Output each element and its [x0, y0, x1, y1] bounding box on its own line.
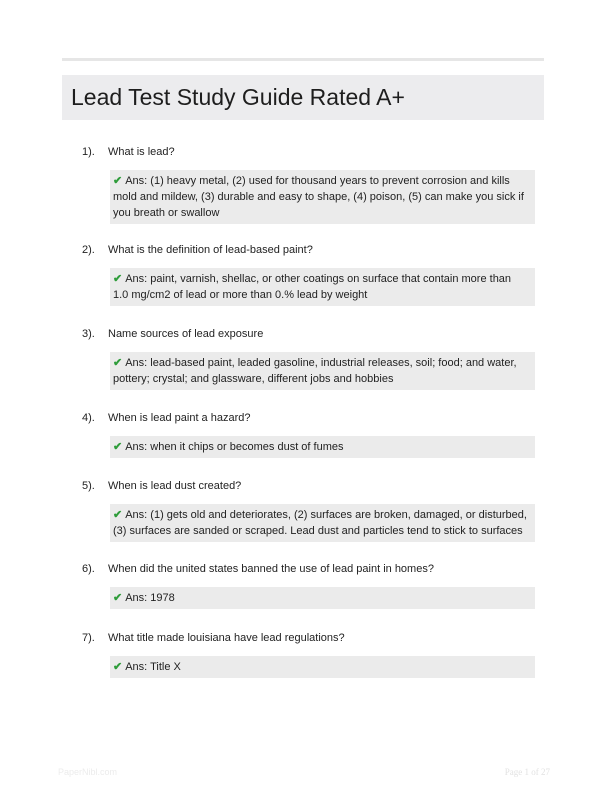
question-text: When did the united states banned the use of lead paint in homes?	[108, 563, 434, 575]
answer-box	[110, 170, 535, 224]
qa-item-5	[82, 479, 535, 542]
question-text: Name sources of lead exposure	[108, 328, 264, 340]
answer-text: Ans: lead-based paint, leaded gasoline, industrial releases, soil; food; and water, pottery; crystal; and glassware, different jobs and hobbies	[113, 357, 517, 385]
question-number: 2).	[82, 244, 95, 256]
check-icon: ✔	[113, 661, 123, 673]
check-icon: ✔	[113, 592, 123, 604]
qa-item-1	[82, 145, 535, 224]
answer-box	[110, 587, 535, 609]
top-rule	[62, 58, 544, 61]
qa-item-2	[82, 243, 535, 306]
check-icon: ✔	[113, 441, 123, 453]
answer-text: Ans: paint, varnish, shellac, or other coatings on surface that contain more than 1.0 mg/cm2 of lead or more than 0.% lead by weight	[113, 273, 512, 301]
question-text: When is lead paint a hazard?	[108, 412, 251, 424]
qa-item-4	[82, 411, 535, 458]
answer-box	[110, 504, 535, 542]
answer-text: Ans: Title X	[125, 661, 181, 673]
answer-text: Ans: (1) gets old and deteriorates, (2) surfaces are broken, damaged, or disturbed, (3) surfaces are sanded or scraped. Lead dust and particles tend to stick to surfaces	[113, 509, 527, 537]
answer-text: Ans: (1) heavy metal, (2) used for thousand years to prevent corrosion and kills mold and mildew, (3) durable and easy to shape, (4) poison, (5) can make you sick if you breath or swallow	[113, 175, 524, 219]
question-number: 1).	[82, 146, 95, 158]
question-number: 7).	[82, 632, 95, 644]
question-number: 5).	[82, 480, 95, 492]
question-number: 4).	[82, 412, 95, 424]
answer-text: Ans: 1978	[125, 592, 175, 604]
question-text: What is lead?	[108, 146, 175, 158]
check-icon: ✔	[113, 509, 123, 521]
answer-text: Ans: when it chips or becomes dust of fumes	[125, 441, 344, 453]
qa-item-6	[82, 562, 535, 609]
qa-item-7	[82, 631, 535, 678]
answer-box	[110, 656, 535, 678]
page-number: Page 1 of 27	[504, 767, 550, 777]
question-text: What title made louisiana have lead regulations?	[108, 632, 345, 644]
check-icon: ✔	[113, 175, 123, 187]
question-number: 3).	[82, 328, 95, 340]
answer-box	[110, 436, 535, 458]
check-icon: ✔	[113, 357, 123, 369]
answer-box	[110, 268, 535, 306]
footer-watermark: PaperNibl.com	[58, 767, 118, 777]
question-text: When is lead dust created?	[108, 480, 242, 492]
check-icon: ✔	[113, 273, 123, 285]
question-text: What is the definition of lead-based paint?	[108, 244, 313, 256]
title-banner	[62, 75, 544, 120]
page-title: Lead Test Study Guide Rated A+	[71, 84, 405, 110]
question-number: 6).	[82, 563, 95, 575]
qa-item-3	[82, 327, 535, 390]
answer-box	[110, 352, 535, 390]
